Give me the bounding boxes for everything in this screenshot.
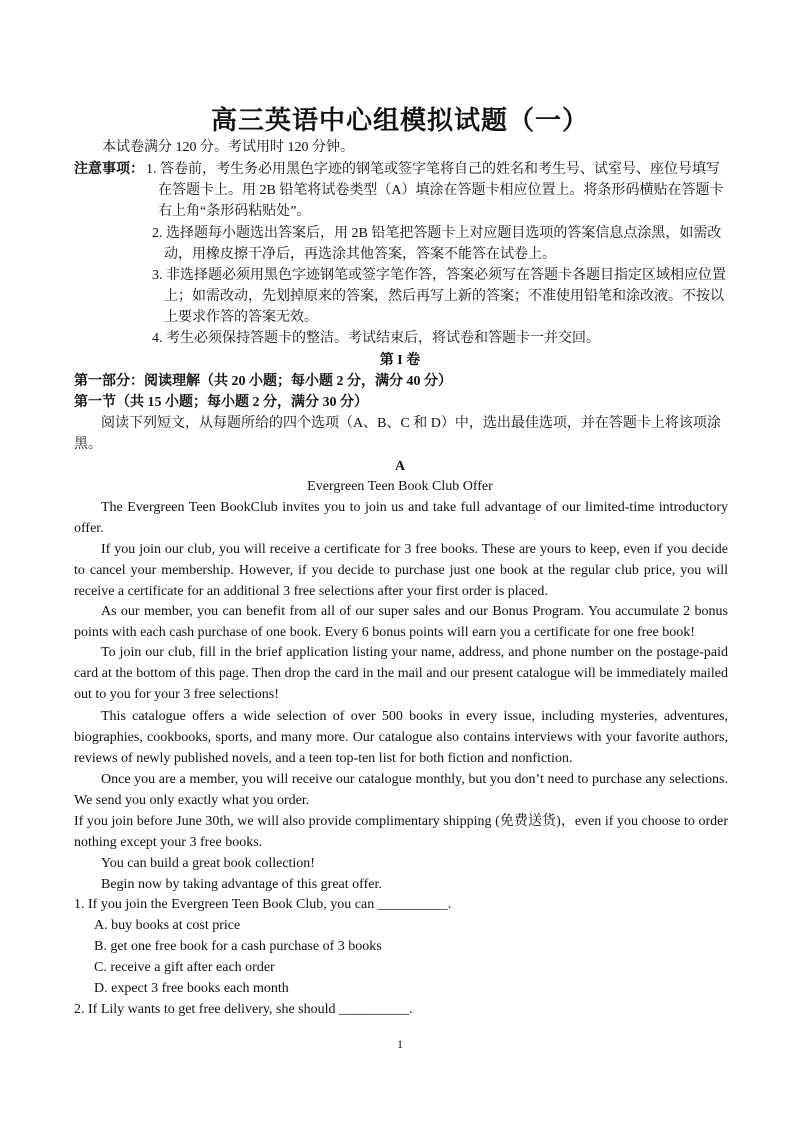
passage-heading: Evergreen Teen Book Club Offer [307, 479, 493, 494]
score-info: 本试卷满分 120 分。考试用时 120 分钟。 [102, 140, 354, 155]
instruction-line-2: 黑。 [74, 437, 102, 452]
note-1-line-1: 1. 答卷前，考生务必用黑色字迹的钢笔或签字笔将自己的姓名和考生号、试室号、座位号填写 [146, 162, 720, 177]
instruction-line-1: 阅读下列短文，从每题所给的四个选项（A、B、C 和 D）中，选出最佳选项，并在答题卡上将该项涂 [101, 416, 721, 431]
note-2-line-1: 2. 选择题每小题选出答案后，用 2B 铅笔把答题卡上对应题目选项的答案信息点涂黑，如需改 [152, 226, 722, 241]
passage-paragraph-4: To join our club, fill in the brief application listing your name, address, and phone number on the postage-paid card at the bottom of this page. Then drop the card in the mail and our present catalogue will be immediately mailed out to you for your 3 free selections! [74, 645, 728, 702]
note-3-line-1: 3. 非选择题必须用黑色字迹钢笔或签字笔作答，答案必须写在答题卡各题目指定区域相应位置 [152, 268, 726, 283]
passage-letter: A [394, 459, 406, 474]
note-1-line-3: 右上角“条形码粘贴处”。 [158, 204, 311, 219]
part-1-heading: 第一部分：阅读理解（共 20 小题；每小题 2 分，满分 40 分） [74, 374, 452, 389]
passage-paragraph-6: Once you are a member, you will receive our catalogue monthly, but you don’t need to purchase any selections. We send you only exactly what you order. [74, 772, 728, 808]
question-2-stem: 2. If Lily wants to get free delivery, she should __________. [74, 1002, 413, 1017]
page-number: 1 [397, 1037, 403, 1051]
passage-paragraph-5: This catalogue offers a wide selection of over 500 books in every issue, including mysteries, adventures, biographies, cookbooks, sports, and many more. Our catalogue also contains interviews with your favorite authors, reviews of newly published novels, and a teen top-ten list for both fiction and nonfiction. [74, 709, 728, 766]
note-3-line-2: 上；如需改动，先划掉原来的答案，然后再写上新的答案；不准使用铅笔和涂改液。不按以 [164, 289, 724, 304]
notes-label: 注意事项： [74, 162, 144, 177]
passage-paragraph-3: As our member, you can benefit from all of our super sales and our Bonus Program. You accumulate 2 bonus points with each cash purchase of one book. Every 6 bonus points will earn you a certificate for one free book! [74, 604, 728, 640]
passage-paragraph-7: If you join before June 30th, we will also provide complimentary shipping (免费送货)，even if you choose to order nothing except your 3 free books. [74, 814, 728, 850]
note-4-line-1: 4. 考生必须保持答题卡的整洁。考试结束后，将试卷和答题卡一并交回。 [152, 331, 600, 346]
passage-paragraph-1: The Evergreen Teen BookClub invites you to join us and take full advantage of our limited-time introductory offer. [74, 500, 728, 536]
volume-heading: 第 I 卷 [379, 353, 421, 368]
note-3-line-3: 上要求作答的答案无效。 [164, 310, 318, 325]
question-1-option-a: A. buy books at cost price [94, 918, 241, 933]
question-1-option-b: B. get one free book for a cash purchase of 3 books [94, 939, 382, 954]
passage-paragraph-9: Begin now by taking advantage of this great offer. [101, 877, 382, 892]
question-1-option-d: D. expect 3 free books each month [94, 981, 289, 996]
passage-paragraph-8: You can build a great book collection! [101, 856, 315, 871]
question-1-option-c: C. receive a gift after each order [94, 960, 275, 975]
question-1-stem: 1. If you join the Evergreen Teen Book Club, you can __________. [74, 897, 452, 912]
page-title: 高三英语中心组模拟试题（一） [210, 106, 589, 136]
passage-paragraph-2: If you join our club, you will receive a certificate for 3 free books. These are yours to keep, even if you decide to cancel your membership. However, if you decide to purchase just one book at the regular club price, you will receive a certificate for an additional 3 free selections after your first order is placed. [74, 542, 728, 599]
section-1-heading: 第一节（共 15 小题；每小题 2 分，满分 30 分） [74, 395, 368, 410]
note-2-line-2: 动，用橡皮擦干净后，再选涂其他答案，答案不能答在试卷上。 [164, 247, 556, 262]
note-1-line-2: 在答题卡上。用 2B 铅笔将试卷类型（A）填涂在答题卡相应位置上。将条形码横贴在答题卡 [158, 183, 724, 198]
